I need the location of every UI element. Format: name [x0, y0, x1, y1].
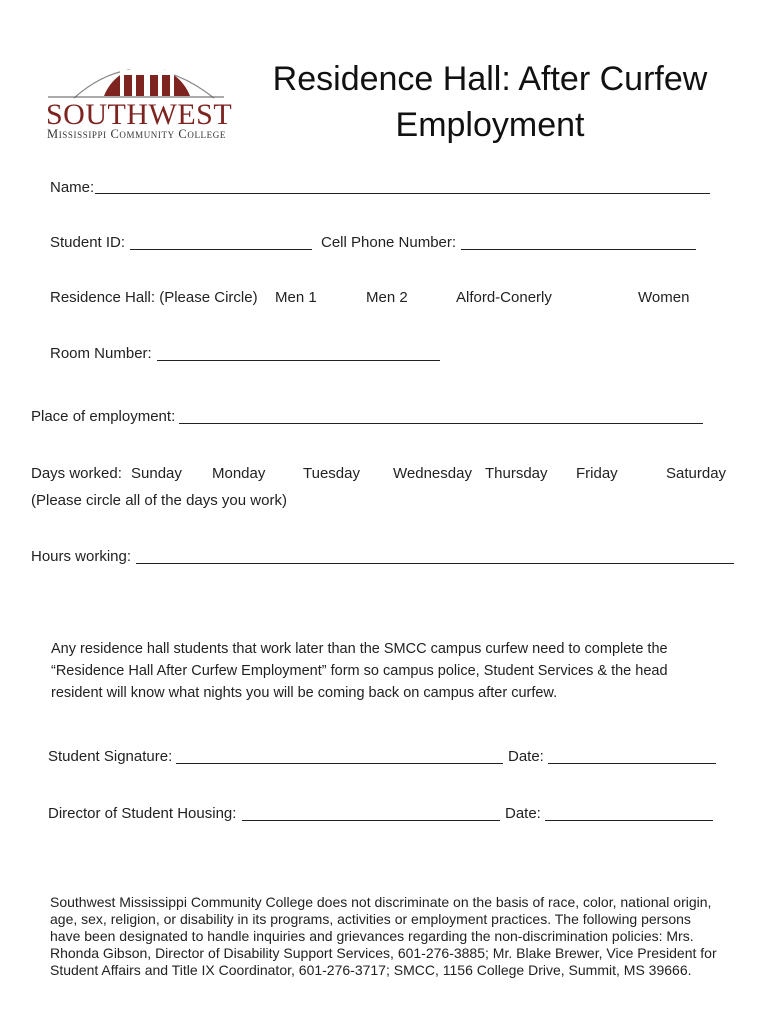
college-logo	[44, 48, 233, 143]
day-wednesday[interactable]: Wednesday	[393, 465, 472, 482]
day-friday[interactable]: Friday	[576, 465, 618, 482]
director-date-label: Date:	[505, 805, 541, 822]
hours-working-label: Hours working:	[31, 548, 132, 565]
student-date-input-line[interactable]	[548, 763, 716, 764]
place-of-employment-label: Place of employment:	[31, 408, 176, 425]
residence-hall-label: Residence Hall: (Please Circle)	[50, 289, 258, 306]
hall-option-men-2[interactable]: Men 2	[366, 289, 408, 306]
logo-subtitle: Mississippi Community College	[47, 127, 226, 141]
hall-option-men-1[interactable]: Men 1	[275, 289, 317, 306]
student-id-label: Student ID:	[50, 234, 126, 251]
page-title: Residence Hall: After Curfew Employment	[272, 60, 708, 144]
name-input-line[interactable]	[95, 193, 710, 194]
day-tuesday[interactable]: Tuesday	[303, 465, 360, 482]
hall-option-alford-conerly[interactable]: Alford-Conerly	[456, 289, 552, 306]
building-arch-icon	[44, 48, 229, 100]
logo-wordmark: SOUTHWEST	[46, 98, 233, 131]
student-signature-label: Student Signature:	[48, 748, 173, 765]
director-signature-label: Director of Student Housing:	[48, 805, 237, 822]
name-label: Name:	[50, 179, 95, 196]
day-monday[interactable]: Monday	[212, 465, 266, 482]
student-signature-input-line[interactable]	[176, 763, 503, 764]
cell-phone-input-line[interactable]	[461, 249, 696, 250]
days-note: (Please circle all of the days you work)	[31, 492, 287, 509]
day-thursday[interactable]: Thursday	[485, 465, 548, 482]
hall-option-women[interactable]: Women	[638, 289, 690, 306]
nondiscrimination-statement: Southwest Mississippi Community College does not discriminate on the basis of race, color, national origin, age, sex, religion, or disability in its programs, activities or employment practices. The following persons have been designated to handle inquiries and grievances regarding the non-discrimination policies: Mrs. Rhonda Gibson, Director of Disability Support Services, 601-276-3885; Mr. Blake Brewer, Vice President for Student Affairs and Title IX Coordinator, 601-276-3717; SMCC, 1156 College Drive, Summit, MS 39666.	[50, 894, 717, 978]
day-saturday[interactable]: Saturday	[666, 465, 727, 482]
cell-phone-label: Cell Phone Number:	[321, 234, 457, 251]
student-id-input-line[interactable]	[130, 249, 312, 250]
hours-working-input-line[interactable]	[136, 563, 734, 564]
place-of-employment-input-line[interactable]	[179, 423, 703, 424]
room-number-input-line[interactable]	[157, 360, 440, 361]
student-date-label: Date:	[508, 748, 544, 765]
director-date-input-line[interactable]	[545, 820, 713, 821]
curfew-notice: Any residence hall students that work later than the SMCC campus curfew need to complete the “Residence Hall After Curfew Employment” form so campus police, Student Services & the head resident will know what nights you will be coming back on campus after curfew.	[51, 641, 668, 701]
days-worked-label: Days worked:	[31, 465, 122, 482]
room-number-label: Room Number:	[50, 345, 152, 362]
director-signature-input-line[interactable]	[242, 820, 500, 821]
day-sunday[interactable]: Sunday	[131, 465, 182, 482]
